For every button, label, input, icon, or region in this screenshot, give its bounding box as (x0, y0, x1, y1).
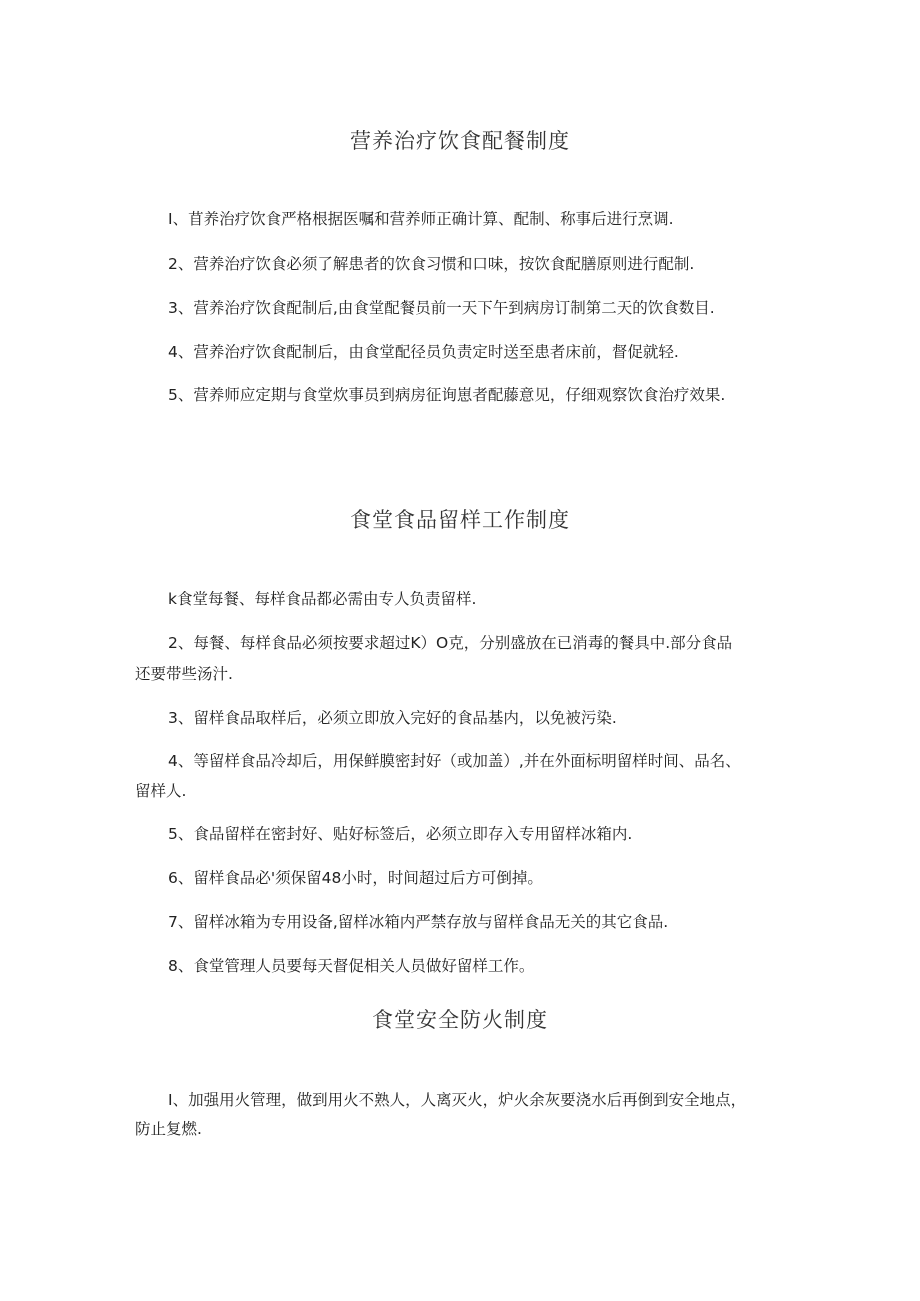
section-title-food-sample: 食堂食品留样工作制度 (350, 508, 570, 532)
sample-item-1: k食堂每餐、每样食品都必需由专人负责留样. (168, 590, 477, 608)
nutrition-item-5: 5、营养师应定期与食堂炊事员到病房征询崽者配藤意见，仔细观察饮食治疗效果. (168, 386, 726, 404)
fire-item-1: I、加强用火管理，做到用火不熟人，人离灭火，炉火余灰要浇水后再倒到安全地点， (168, 1091, 747, 1109)
sample-item-3: 3、留样食品取样后，必须立即放入完好的食品基内，以免被污染. (168, 709, 617, 727)
nutrition-item-3: 3、营养治疗饮食配制后,由食堂配餐员前一天下午到病房订制第二天的饮食数目. (168, 299, 715, 317)
sample-item-2-cont: 还要带些汤汁. (135, 665, 233, 683)
nutrition-item-1: I、苜养治疗饮食严格根据医嘱和营养师正确计算、配制、称事后进行烹调. (168, 210, 674, 228)
nutrition-item-2: 2、营养治疗饮食必须了解患者的饮食习惯和口味，按饮食配膳原则进行配制. (168, 255, 695, 273)
sample-item-5: 5、食品留样在密封好、贴好标签后，必须立即存入专用留样冰箱内. (168, 825, 633, 843)
sample-item-4: 4、等留样食品冷却后，用保鲜膜密封好（或加盖）,并在外面标明留样时间、品名、 (168, 752, 741, 770)
sample-item-6: 6、留样食品必'须保留48小时，时间超过后方可倒掉。 (168, 869, 543, 887)
fire-item-1-cont: 防止复燃. (135, 1120, 202, 1138)
sample-item-4-cont: 留样人. (135, 782, 187, 800)
nutrition-item-4: 4、营养治疗饮食配制后，由食堂配径员负责定时送至患者床前，督促就轻. (168, 343, 679, 361)
sample-item-2: 2、每餐、每样食品必须按要求超过K）O克，分别盛放在已消毒的餐具中.部分食品 (168, 634, 733, 652)
sample-item-7: 7、留样冰箱为专用设备,留样冰箱内严禁存放与留样食品无关的其它食品. (168, 913, 669, 931)
section-title-nutrition: 营养治疗饮食配餐制度 (350, 129, 570, 153)
sample-item-8: 8、食堂管理人员要每天督促相关人员做好留样工作。 (168, 957, 535, 975)
section-title-fire-safety: 食堂安全防火制度 (372, 1008, 548, 1032)
